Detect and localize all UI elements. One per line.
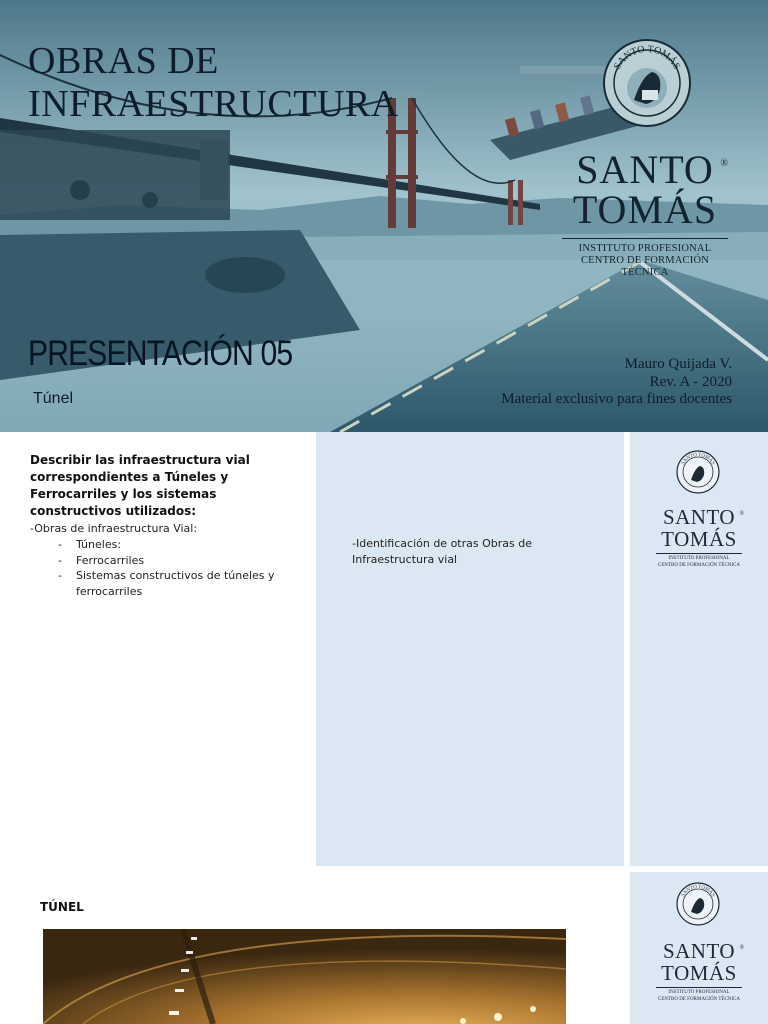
author-name: Mauro Quijada V. xyxy=(624,356,732,372)
presentation-number: PRESENTACIÓN 05 xyxy=(28,334,293,373)
brand-name-line2: TOMÁS xyxy=(661,961,737,985)
list-item: - Ferrocarriles xyxy=(58,553,145,567)
list-item: - Sistemas constructivos de túneles y ferrocarriles xyxy=(58,569,275,598)
university-seal-icon xyxy=(676,450,720,494)
brand-tagline-line2: CENTRO DE FORMACIÓN TÉCNICA xyxy=(580,255,710,278)
brand-name-line2: TOMÁS xyxy=(572,187,718,232)
brand-logo-small xyxy=(640,940,758,1003)
svg-text:SANTO TOMÁS: SANTO TOMÁS xyxy=(681,452,715,466)
registered-mark: ® xyxy=(739,945,744,951)
contents-list xyxy=(58,537,298,599)
brand-tagline-line1: INSTITUTO PROFESIONAL xyxy=(668,556,730,561)
other-works-text: -Identificación de otras Obras de Infraestructura vial xyxy=(352,537,532,566)
revision-label: Rev. A - 2020 xyxy=(649,373,732,390)
tunnel-photo xyxy=(43,929,566,1024)
list-item: - Túneles: xyxy=(58,538,122,551)
registered-mark: ® xyxy=(720,158,728,169)
seal-text: SANTO TOMÁS xyxy=(611,43,683,72)
deck-title: OBRAS DE INFRAESTRUCTURA xyxy=(28,40,399,125)
brand-name-line1: SANTO xyxy=(662,505,736,529)
brand-divider xyxy=(656,987,742,988)
svg-text:SANTO TOMÁS: SANTO TOMÁS xyxy=(681,884,715,898)
contents-intro: -Obras de infraestructura Vial: xyxy=(30,522,198,535)
brand-name-line2: TOMÁS xyxy=(661,527,737,551)
brand-tagline-line2: CENTRO DE FORMACIÓN TÉCNICA xyxy=(658,562,740,568)
brand-tagline-line1: INSTITUTO PROFESIONAL xyxy=(668,990,730,995)
brand-tagline-line2: CENTRO DE FORMACIÓN TÉCNICA xyxy=(658,996,740,1002)
brand-divider xyxy=(562,238,728,239)
university-seal-icon xyxy=(676,882,720,926)
objective-text: Describir las infraestructura vial correspondientes a Túneles y Ferrocarriles y los sistemas constructivos utilizados: xyxy=(30,453,250,518)
brand-logo-small xyxy=(640,506,758,569)
title-slide xyxy=(0,0,768,432)
brand-name-line1: SANTO xyxy=(662,939,736,963)
tunnel-image xyxy=(43,929,566,1024)
university-seal-icon xyxy=(602,38,692,128)
usage-notice: Material exclusivo para fines docentes xyxy=(501,391,732,407)
section-title: TÚNEL xyxy=(40,900,84,914)
brand-side-panel xyxy=(630,432,768,866)
brand-logo xyxy=(560,147,730,279)
brand-tagline-line1: INSTITUTO PROFESIONAL xyxy=(578,243,712,254)
author-block xyxy=(501,356,732,409)
brand-name-line1: SANTO xyxy=(576,147,714,192)
brand-divider xyxy=(656,553,742,554)
presentation-subtitle: Túnel xyxy=(33,390,74,407)
other-works-panel xyxy=(316,432,624,866)
registered-mark: ® xyxy=(739,511,744,517)
